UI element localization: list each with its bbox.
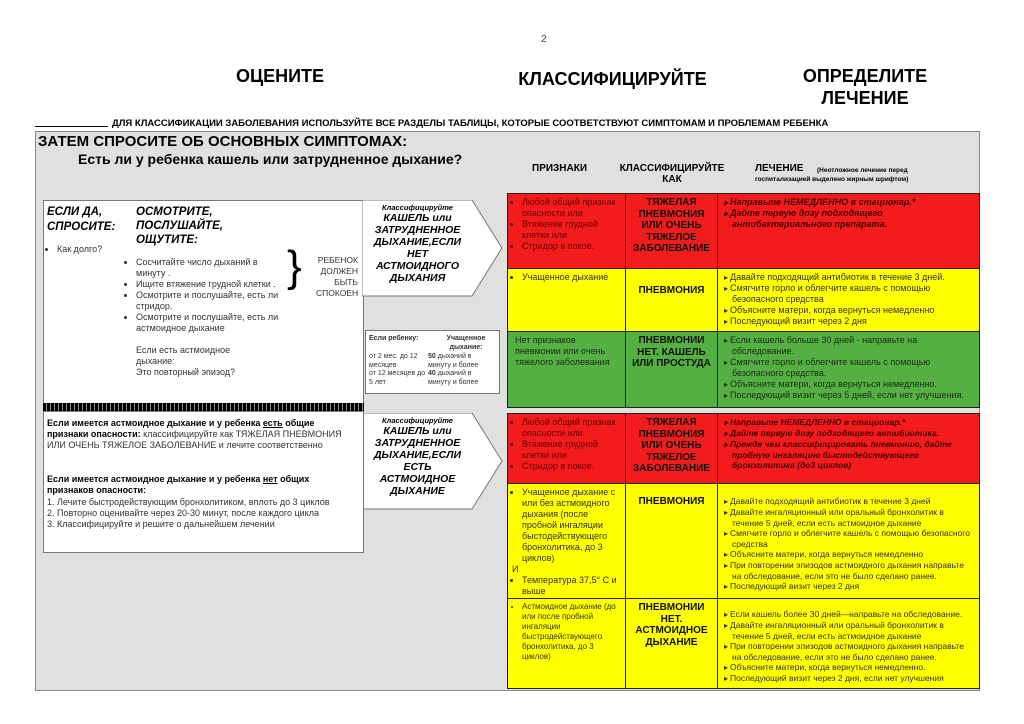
col-header-classify: КЛАССИФИЦИРУЙТЕ КАК (619, 163, 725, 185)
col-header-treatment: ЛЕЧЕНИЕ (755, 163, 804, 174)
wheeze-p2 (47, 474, 357, 496)
treat-cell (717, 413, 980, 484)
step: 3. Классифицируйте и решите о дальнейшем лечении (47, 519, 275, 529)
treat: ▸ Смягчите горло и облегчите кашель с помощью безопасного средства (732, 283, 975, 305)
rate-h2: Учащенное дыхание: (446, 335, 486, 351)
step: 1. Лечите быстродействующим бронхолитиком, вплоть до 3 циклов (47, 497, 330, 507)
treat: ▸ При повторении эпизодов астмоидного дыхания направьте на обследование, если это не было сделано ранее. (732, 560, 975, 581)
treat: ▸ Смягчите горло и облегчите кашель с помощью безопасного средства (732, 528, 975, 549)
section-title: ЗАТЕМ СПРОСИТЕ ОБ ОСНОВНЫХ СИМПТОМАХ: (38, 133, 408, 150)
look-item: • Сосчитайте число дыханий в минуту . (136, 257, 286, 279)
treat: ▸ Дайте первую дозу подходящего антибиотика. (732, 428, 975, 439)
heading-treat-2: ЛЕЧЕНИЕ (821, 88, 909, 108)
look-item: • Осмотрите и послушайте, есть ли стридор. (136, 290, 286, 312)
rate-age-1: от 2 мес. до 12 месяцев (369, 353, 418, 369)
treat-cell (717, 193, 980, 269)
look-item: • Осмотрите и послушайте, есть ли астмоидное дыхание (136, 312, 286, 334)
treat: ▸ Направьте НЕМЕДЛЕННО в стационар.* (732, 417, 975, 428)
arrow-1-text (365, 203, 470, 284)
signs-cell (507, 413, 626, 484)
sign: • Любой общий признак опасности или (522, 197, 621, 219)
wheeze-box (43, 411, 364, 553)
treat: ▸ Давайте подходящий антибиотик в течение 3 дней. (732, 272, 975, 283)
signs-cell: Нет признаков пневмонии или очень тяжелого заболевания (507, 331, 626, 408)
treat: ▸ Если кашель больше 30 дней - направьте на обследование. (732, 335, 975, 357)
sign: • Стридор в покое. (522, 461, 621, 472)
heading-assess: ОЦЕНИТЕ (235, 66, 325, 86)
rate-num-1: 50 (428, 353, 436, 360)
class-cell: ПНЕВМОНИЯ (625, 268, 718, 332)
sign: • Втяжение грудной клетки или (522, 219, 621, 241)
treat: ▸ При повторении эпизодов астмоидного дыхания направьте на обследование, если это не было сделано ранее. (732, 641, 975, 662)
class-cell: ПНЕВМОНИИ НЕТ. АСТМОИДНОЕ ДЫХАНИЕ (625, 598, 718, 689)
sign: • Втяжение грудной клетки или (522, 439, 621, 461)
arrow-1-small: Классифицируйте (382, 203, 453, 212)
divider (35, 126, 108, 127)
section-question: Есть ли у ребенка кашель или затрудненное дыхание? (78, 151, 463, 167)
ask-item: • Как долго? (57, 244, 102, 255)
treat: ▸ Прежде чем классифицировать пневмонию, дайте пробную ингаляцию быстодействующего бронхолитика (до3 циклов) (732, 439, 975, 470)
p2-bold2: общих признаков опасности: (47, 474, 310, 495)
treat: ▸ Давайте ингаляционный или оральный бронхолитик в течение 5 дней, если есть астмоидное дыхание (732, 507, 975, 528)
assess-box (43, 200, 364, 404)
col-header-signs: ПРИЗНАКИ (532, 163, 588, 174)
treat-cell (717, 331, 980, 408)
sign: • Температура 37,5° С и выше (522, 575, 621, 597)
ask-title: ЕСЛИ ДА, СПРОСИТЕ: (47, 206, 116, 233)
class-cell: ТЯЖЕЛАЯ ПНЕВМОНИЯ ИЛИ ОЧЕНЬ ТЯЖЕЛОЕ ЗАБОЛЕВАНИЕ (625, 193, 718, 269)
col-header-treatment-note: (Неотложное лечение перед госпитализацией выделено жирным шрифтом) (755, 167, 909, 183)
arrow-1-big: КАШЕЛЬ или ЗАТРУДНЕННОЕ ДЫХАНИЕ,ЕСЛИ НЕТ АСТМОИДНОГО ДЫХАНИЯ (373, 212, 462, 284)
heading-classify: КЛАССИФИЦИРУЙТЕ (518, 69, 707, 89)
rate-val-1: дыханий в минуту и более (428, 353, 479, 369)
treat-cell (717, 268, 980, 332)
sign: • Стридор в покое. (522, 241, 621, 252)
arrow-2-small: Классифицируйте (382, 416, 453, 425)
and-label: И (512, 564, 519, 574)
treat-cell (717, 483, 980, 599)
look-extra-2: Это повторный эпизод? (136, 367, 236, 377)
treat: ▸ Последующий визит через 2 дня (732, 581, 975, 592)
instruction: ДЛЯ КЛАССИФИКАЦИИ ЗАБОЛЕВАНИЯ ИСПОЛЬЗУЙТЕ ВСЕ РАЗДЕЛЫ ТАБЛИЦЫ, КОТОРЫЕ СООТВЕТСТВУЮТ СИМПТОМАМ И ПРОБЛЕМАМ РЕБЕНКА (112, 118, 829, 129)
signs-cell (507, 268, 626, 332)
treat: ▸ Последующий визит через 2 дня, если нет улучшения (732, 673, 975, 684)
p2-underline: нет (262, 474, 278, 484)
wheeze-p1 (47, 418, 357, 451)
class-cell: ТЯЖЕЛАЯ ПНЕВМОНИЯ ИЛИ ОЧЕНЬ ТЯЖЕЛОЕ ЗАБОЛЕВАНИЕ (625, 413, 718, 484)
p2-bold: Если имеется астмоидное дыхание и у ребенка (47, 474, 261, 484)
p1-underline: есть (262, 418, 283, 428)
treat: ▸ Давайте ингаляционный или оральный бронхолитик в течение 5 дней, если есть астмоидное дыхание (732, 620, 975, 641)
calm-note: РЕБЕНОК ДОЛЖЕН БЫТЬ СПОКОЕН (316, 255, 359, 298)
treat: ▸ Объясните матери, когда вернуться немедленно (732, 549, 975, 560)
page-number: 2 (541, 34, 547, 45)
treat: ▸ Последующий визит через 2 дня (732, 316, 975, 327)
treat: ▸ Объясните матери, когда вернуться немедленно. (732, 662, 975, 673)
look-item: • Ищите втяжение грудной клетки . (136, 279, 286, 290)
rate-num-2: 40 (428, 370, 436, 377)
treat: ▸ Объясните матери, когда вернуться немедленно (732, 305, 975, 316)
arrow-2-text (365, 416, 470, 497)
rate-h1: Если ребенку: (369, 335, 419, 342)
arrow-2-big: КАШЕЛЬ или ЗАТРУДНЕННОЕ ДЫХАНИЕ,ЕСЛИ ЕСТЬ АСТМОИДНОЕ ДЫХАНИЕ (373, 425, 462, 497)
treat: ▸ Последующий визит через 5 дней, если нет улучшения. (732, 390, 975, 401)
signs-cell (507, 483, 626, 599)
breathing-rate-box (365, 330, 500, 394)
treat: ▸ Направьте НЕМЕДЛЕННО в стационар.* (732, 197, 975, 208)
rate-val-2: дыханий в минуту и более (428, 370, 479, 386)
treat: ▸ Смягчите горло и облегчите кашель с помощью безопасного средства. (732, 357, 975, 379)
brace-icon: } (287, 242, 302, 291)
dashed-divider (43, 403, 364, 411)
heading-treat-1: ОПРЕДЕЛИТЕ (802, 66, 928, 86)
p1-bold2: общие признаки опасности: (47, 418, 315, 439)
signs-cell (507, 598, 626, 689)
signs-cell (507, 193, 626, 269)
wheeze-steps (47, 497, 362, 530)
sign: • Астмоидное дыхание (до или после пробной ингаляции быстродействующего бронхолитика, до 3 циклов) (522, 602, 621, 662)
rate-age-2: от 12 месяцев до 5 лет (369, 370, 426, 386)
treat: ▸ Если кашель более 30 дней—направьте на обследование. (732, 609, 975, 620)
treat: ▸ Давайте подходящий антибиотик в течение 3 дней (732, 496, 975, 507)
sign: • Учащенное дыхание с или без астмоидного дыхания (после пробной ингаляции быстодействующего бронхолитика, до 3 циклов) (522, 487, 621, 564)
sign: • Учащенное дыхание (522, 272, 621, 283)
look-extra-1: Если есть астмоидное дыхание: (136, 345, 231, 366)
look-list (126, 257, 286, 334)
step: 2. Повторно оценивайте через 20-30 минут, после каждого цикла (47, 508, 319, 518)
class-cell: ПНЕВМОНИИ НЕТ. КАШЕЛЬ ИЛИ ПРОСТУДА (625, 331, 718, 408)
treat: ▸ Объясните матери, когда вернуться немедленно. (732, 379, 975, 390)
look-title: ОСМОТРИТЕ, ПОСЛУШАЙТЕ, ОЩУТИТЕ: (136, 206, 223, 246)
p1-rest: классифицируйте как ТЯЖЕЛАЯ ПНЕВМОНИЯ ИЛИ ОЧЕНЬ ТЯЖЕЛОЕ ЗАБОЛЕВАНИЕ и лечите соответственно (47, 429, 342, 450)
treat: ▸ Дайте первую дозу подходящего антибактериального препарата. (732, 208, 975, 230)
treat-cell (717, 598, 980, 689)
sign: • Любой общий признак опасности или (522, 417, 621, 439)
class-cell: ПНЕВМОНИЯ (625, 483, 718, 599)
p1-bold: Если имеется астмоидное дыхание и у ребенка (47, 418, 261, 428)
ask-list (47, 244, 102, 255)
